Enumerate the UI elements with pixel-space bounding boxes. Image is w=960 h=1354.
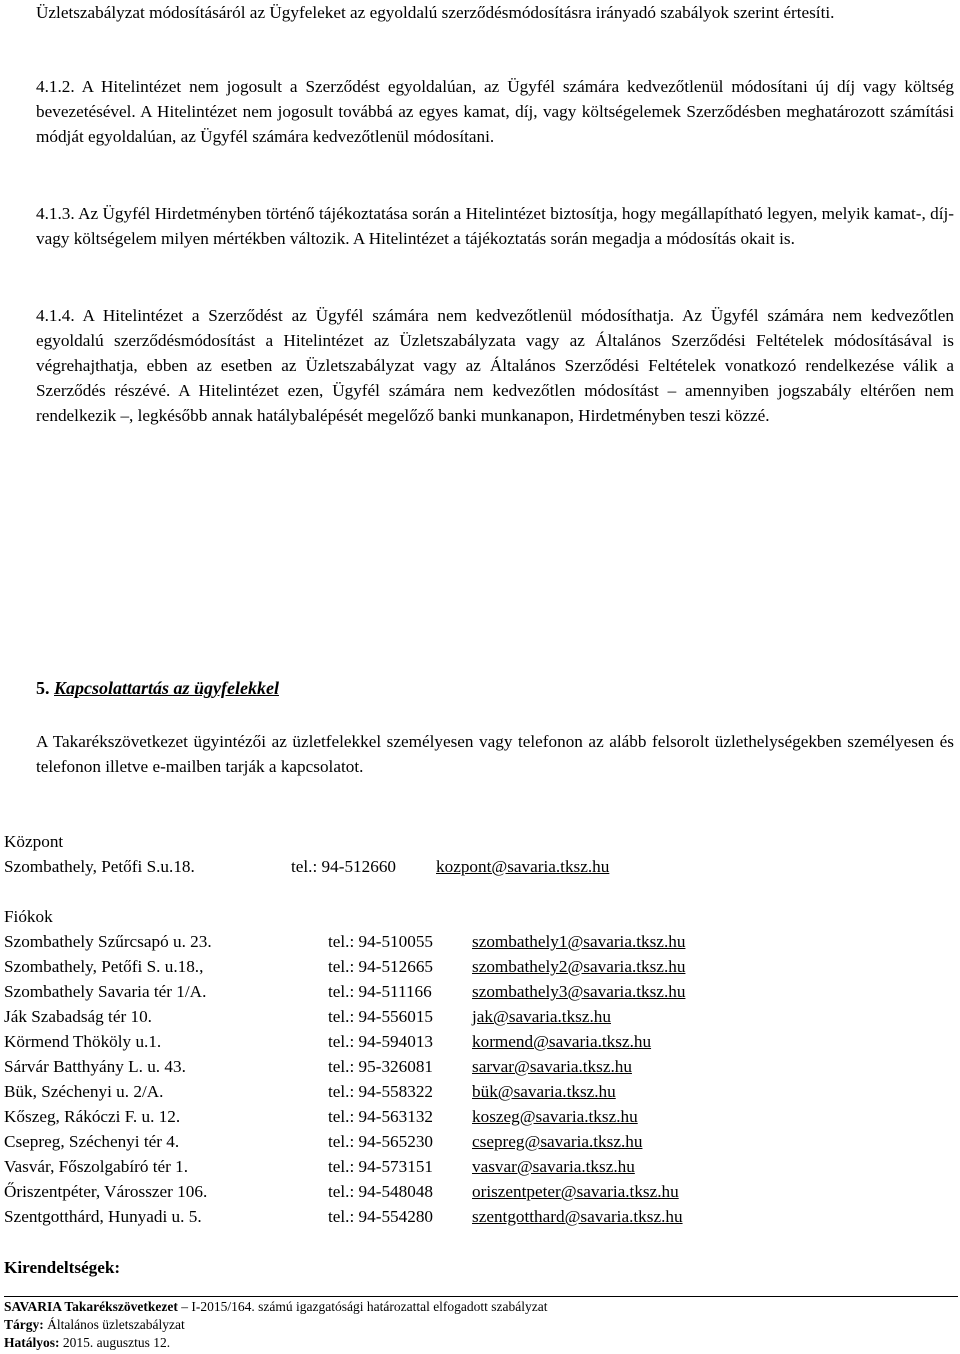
branch-address: Kőszeg, Rákóczi F. u. 12. [4,1107,181,1126]
branch-email[interactable]: kormend@savaria.tksz.hu [472,1032,652,1051]
branch-tel: tel.: 94-511166 [328,982,432,1001]
branch-tel: tel.: 94-565230 [328,1132,434,1151]
footer-line-1 [4,1298,548,1315]
footer-effective: 2015. augusztus 12. [59,1335,171,1350]
footer-effective-label: Hatályos: [4,1335,60,1350]
footer-subject-label: Tárgy: [4,1317,44,1332]
footer-decision: – I-2015/164. számú igazgatósági határozattal elfogadott szabályzat [177,1299,548,1314]
branch-address: Szombathely, Petőfi S. u.18., [4,957,204,976]
branch-address: Körmend Thököly u.1. [4,1032,162,1051]
branch-tel: tel.: 94-512665 [328,957,434,976]
branch-tel: tel.: 94-563132 [328,1107,434,1126]
branch-address: Szentgotthárd, Hunyadi u. 5. [4,1207,202,1226]
paragraph-4-1-3: 4.1.3. Az Ügyfél Hirdetményben történő tájékoztatása során a Hitelintézet biztosítja, hogy megállapítható legyen, melyik kamat-, díj- vagy költségelem milyen mértékben változik. A Hitelintézet a tájékoztatás során megadja a módosítás okait is. [36,204,954,248]
branch-email[interactable]: szentgotthard@savaria.tksz.hu [472,1207,683,1226]
branch-tel: tel.: 94-554280 [328,1207,434,1226]
footer-line-2 [4,1316,185,1333]
branch-address: Ják Szabadság tér 10. [4,1007,152,1026]
branch-address: Sárvár Batthyány L. u. 43. [4,1057,186,1076]
paragraph-intro: Üzletszabályzat módosításáról az Ügyfeleket az egyoldalú szerződésmódosításra irányadó szabályok szerint értesíti. [36,3,835,22]
branch-tel: tel.: 94-510055 [328,932,434,951]
section-5-heading [36,678,279,699]
footer-subject: Általános üzletszabályzat [43,1317,185,1332]
branch-email[interactable]: jak@savaria.tksz.hu [472,1007,611,1026]
branch-address: Szombathely Savaria tér 1/A. [4,982,207,1001]
branch-address: Őriszentpéter, Városszer 106. [4,1182,208,1201]
branch-tel: tel.: 94-573151 [328,1157,434,1176]
branch-email[interactable]: oriszentpeter@savaria.tksz.hu [472,1182,679,1201]
section-number: 5. [36,678,50,698]
branch-address: Szombathely Szűrcsapó u. 23. [4,932,212,951]
kozpont-address: Szombathely, Petőfi S.u.18. [4,857,195,876]
section-title: Kapcsolattartás az ügyfelekkel [54,678,279,698]
branch-email[interactable]: vasvar@savaria.tksz.hu [472,1157,635,1176]
kozpont-email[interactable]: kozpont@savaria.tksz.hu [436,857,610,876]
branch-tel: tel.: 94-558322 [328,1082,434,1101]
branch-address: Bük, Széchenyi u. 2/A. [4,1082,164,1101]
footer-line-3 [4,1334,170,1351]
kozpont-label: Központ [4,832,64,851]
branch-email[interactable]: szombathely3@savaria.tksz.hu [472,982,686,1001]
kirendeltsegek-label: Kirendeltségek: [4,1258,121,1277]
branch-address: Vasvár, Főszolgabíró tér 1. [4,1157,189,1176]
footer-divider [4,1296,958,1297]
branch-address: Csepreg, Széchenyi tér 4. [4,1132,180,1151]
branch-email[interactable]: bük@savaria.tksz.hu [472,1082,616,1101]
footer-org: SAVARIA Takarékszövetkezet [4,1299,178,1314]
branch-tel: tel.: 94-594013 [328,1032,434,1051]
paragraph-4-1-4: 4.1.4. A Hitelintézet a Szerződést az Ügyfél számára nem kedvezőtlenül módosíthatja. Az Ügyfél számára nem kedvezőtlen egyoldalú szerződésmódosítást a Hitelintézet az Üzletszabályzata vagy az Általános Szerződési Feltételek módosításával is végrehajthatja, ebben az esetben az Üzletszabályzat vagy az Általános Szerződési Feltételek vonatkozó rendelkezése válik a Szerződés részévé. A Hitelintézet ezen, Ügyfél számára nem kedvezőtlen módosítást – amennyiben jogszabály eltérően nem rendelkezik –, legkésőbb annak hatálybalépését megelőző banki munkanapon, Hirdetményben teszi közzé. [36,306,954,425]
branch-email[interactable]: csepreg@savaria.tksz.hu [472,1132,643,1151]
branch-email[interactable]: koszeg@savaria.tksz.hu [472,1107,638,1126]
branch-tel: tel.: 94-548048 [328,1182,434,1201]
branch-tel: tel.: 94-556015 [328,1007,434,1026]
branch-email[interactable]: szombathely2@savaria.tksz.hu [472,957,686,976]
branch-email[interactable]: sarvar@savaria.tksz.hu [472,1057,632,1076]
branch-tel: tel.: 95-326081 [328,1057,434,1076]
fiokok-label: Fiókok [4,907,53,926]
branch-email[interactable]: szombathely1@savaria.tksz.hu [472,932,686,951]
kozpont-tel: tel.: 94-512660 [291,857,397,876]
section-5-text: A Takarékszövetkezet ügyintézői az üzletfelekkel személyesen vagy telefonon az alább felsorolt üzlethelységekben személyesen és telefonon illetve e-mailben tarják a kapcsolatot. [36,732,954,776]
paragraph-4-1-2: 4.1.2. A Hitelintézet nem jogosult a Szerződést egyoldalúan, az Ügyfél számára kedvezőtlenül módosítani új díj vagy költség bevezetésével. A Hitelintézet nem jogosult továbbá az egyes kamat, díj, vagy költségelemek Szerződésben meghatározott számítási módját egyoldalúan, az Ügyfél számára kedvezőtlenül módosítani. [36,77,954,146]
